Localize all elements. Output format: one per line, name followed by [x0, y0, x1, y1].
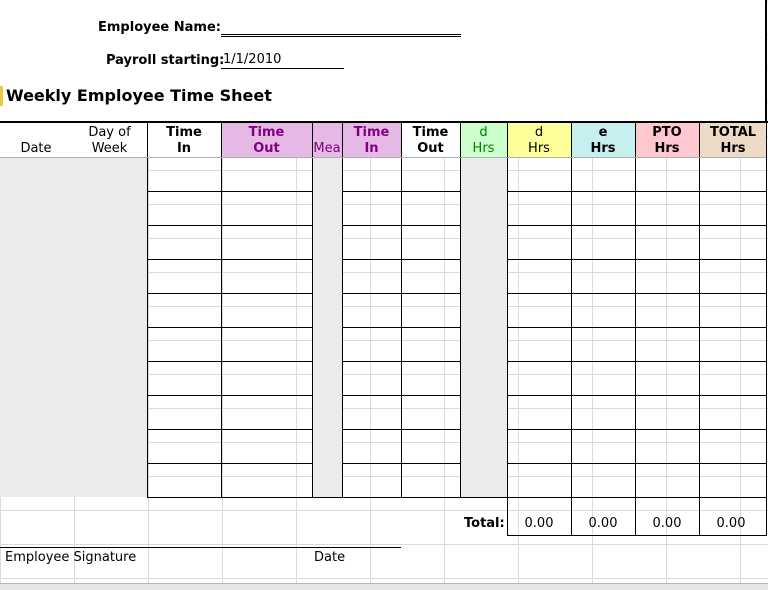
column-line [571, 123, 572, 497]
time-entry-cell[interactable] [342, 463, 401, 497]
time-entry-cell[interactable] [147, 191, 221, 225]
column-header-line2: Hrs [472, 141, 495, 156]
totals-bottom-line [507, 535, 767, 536]
column-header-10 [571, 123, 635, 157]
time-entry-cell[interactable] [507, 225, 571, 259]
time-entry-cell[interactable] [401, 293, 460, 327]
time-entry-cell[interactable] [401, 259, 460, 293]
row-line [507, 225, 767, 226]
column-header-line1: d [534, 125, 544, 140]
time-entry-cell[interactable] [507, 157, 571, 191]
column-line [312, 123, 313, 497]
time-entry-cell[interactable] [147, 463, 221, 497]
row-line [507, 327, 767, 328]
time-entry-cell[interactable] [342, 191, 401, 225]
time-entry-cell[interactable] [635, 327, 699, 361]
column-header-11 [635, 123, 699, 157]
time-entry-cell[interactable] [635, 157, 699, 191]
column-header-7 [401, 123, 460, 157]
time-entry-cell[interactable] [342, 429, 401, 463]
time-entry-cell[interactable] [699, 157, 767, 191]
time-entry-cell[interactable] [571, 463, 635, 497]
time-entry-cell[interactable] [571, 191, 635, 225]
time-entry-cell[interactable] [635, 259, 699, 293]
time-entry-cell[interactable] [401, 395, 460, 429]
column-header-line1: PTO [652, 125, 682, 140]
time-entry-cell[interactable] [221, 259, 312, 293]
time-entry-cell[interactable] [147, 361, 221, 395]
time-entry-cell[interactable] [507, 429, 571, 463]
time-entry-cell[interactable] [571, 361, 635, 395]
time-entry-cell[interactable] [342, 361, 401, 395]
column-line [460, 123, 461, 497]
time-entry-cell[interactable] [635, 293, 699, 327]
time-entry-cell[interactable] [147, 327, 221, 361]
date-day-shaded-column [0, 157, 147, 497]
employee-name-underline [221, 20, 461, 37]
row-line [507, 293, 767, 294]
time-entry-cell[interactable] [507, 395, 571, 429]
column-header-line2: Hrs [590, 141, 616, 156]
time-entry-cell[interactable] [699, 429, 767, 463]
column-line [401, 123, 402, 497]
total-value-2: 0.00 [588, 516, 618, 531]
column-header-line2: Date [20, 141, 52, 156]
time-entry-cell[interactable] [221, 361, 312, 395]
time-entry-cell[interactable] [401, 157, 460, 191]
column-header-line1: d [479, 125, 488, 140]
column-header-6 [342, 123, 401, 157]
row-line [147, 395, 312, 396]
column-header-5 [312, 123, 342, 157]
time-entry-cell[interactable] [507, 463, 571, 497]
row-line [147, 463, 312, 464]
time-entry-cell[interactable] [699, 361, 767, 395]
row-line [507, 191, 767, 192]
time-entry-cell[interactable] [221, 225, 312, 259]
time-entry-cell[interactable] [342, 157, 401, 191]
time-entry-cell[interactable] [507, 361, 571, 395]
total-value-3: 0.00 [652, 516, 682, 531]
column-header-line2: In [364, 141, 379, 156]
row-line [147, 361, 312, 362]
time-entry-cell[interactable] [342, 395, 401, 429]
employee-signature-label: Employee Signature [5, 550, 137, 565]
time-entry-cell[interactable] [342, 225, 401, 259]
column-header-1 [0, 123, 72, 157]
time-entry-cell[interactable] [147, 395, 221, 429]
time-entry-cell[interactable] [401, 463, 460, 497]
column-line [342, 123, 343, 497]
column-header-line2: Mea [313, 141, 341, 156]
time-entry-cell[interactable] [635, 463, 699, 497]
time-entry-cell[interactable] [699, 395, 767, 429]
time-entry-cell[interactable] [401, 429, 460, 463]
time-entry-cell[interactable] [342, 259, 401, 293]
time-entry-cell[interactable] [221, 293, 312, 327]
column-line [635, 123, 636, 497]
time-entry-cell[interactable] [221, 395, 312, 429]
column-header-3 [147, 123, 221, 157]
column-header-9 [507, 123, 571, 157]
time-entry-cell[interactable] [507, 327, 571, 361]
signature-line [0, 547, 401, 548]
time-entry-cell[interactable] [699, 259, 767, 293]
time-entry-cell[interactable] [147, 429, 221, 463]
right-border [766, 123, 767, 535]
time-entry-cell[interactable] [635, 395, 699, 429]
time-entry-cell[interactable] [635, 225, 699, 259]
time-entry-cell[interactable] [147, 157, 221, 191]
time-entry-cell[interactable] [221, 327, 312, 361]
time-entry-cell[interactable] [571, 395, 635, 429]
column-header-line2: Out [253, 141, 280, 156]
row-line [507, 259, 767, 260]
row-line [507, 429, 767, 430]
column-header-line1: e [598, 125, 608, 140]
column-header-line1 [0, 125, 72, 141]
time-entry-cell[interactable] [401, 225, 460, 259]
time-entry-cell[interactable] [699, 327, 767, 361]
header-section [0, 0, 767, 121]
column-header-12 [699, 123, 767, 157]
time-entry-cell[interactable] [699, 293, 767, 327]
time-entry-cell[interactable] [571, 259, 635, 293]
time-entry-cell[interactable] [401, 327, 460, 361]
time-entry-cell[interactable] [635, 191, 699, 225]
signature-date-label: Date [314, 550, 346, 565]
column-header-4 [221, 123, 312, 157]
time-entry-cell[interactable] [699, 191, 767, 225]
time-entry-cell[interactable] [147, 293, 221, 327]
payroll-starting-field[interactable]: 1/1/2010 [221, 52, 344, 69]
page-title: Weekly Employee Time Sheet [6, 86, 272, 105]
time-entry-cell[interactable] [507, 191, 571, 225]
column-header-line2: Hrs [720, 141, 746, 156]
column-line [147, 123, 148, 497]
column-header-line1: Time [412, 125, 449, 140]
time-entry-cell[interactable] [147, 225, 221, 259]
payroll-starting-label: Payroll starting: [106, 53, 225, 68]
employee-name-label: Employee Name: [98, 20, 221, 35]
time-entry-cell[interactable] [571, 225, 635, 259]
time-entry-cell[interactable] [221, 157, 312, 191]
column-header-8 [460, 123, 507, 157]
time-entry-cell[interactable] [635, 429, 699, 463]
time-entry-cell[interactable] [571, 327, 635, 361]
column-line [221, 123, 222, 497]
time-entry-cell[interactable] [699, 225, 767, 259]
row-line [507, 361, 767, 362]
time-entry-cell[interactable] [571, 293, 635, 327]
row-line [147, 259, 312, 260]
meal-shaded-column [312, 157, 342, 497]
time-entry-cell[interactable] [401, 361, 460, 395]
row-line [507, 395, 767, 396]
row-line [147, 191, 312, 192]
column-line [507, 123, 508, 497]
column-header-line2: Week [91, 141, 128, 156]
time-entry-cell[interactable] [221, 463, 312, 497]
row-line [147, 225, 312, 226]
time-entry-cell[interactable] [401, 191, 460, 225]
column-header-line2: Out [417, 141, 444, 156]
row-line [147, 429, 312, 430]
column-header-line1 [312, 125, 342, 141]
time-entry-cell[interactable] [221, 191, 312, 225]
column-header-line2: In [176, 141, 192, 156]
time-entry-cell[interactable] [571, 157, 635, 191]
column-header-line1: Time [353, 125, 390, 140]
total-label: Total: [464, 516, 505, 531]
column-header-line1: Time [248, 125, 285, 140]
time-entry-cell[interactable] [147, 259, 221, 293]
time-entry-cell[interactable] [507, 259, 571, 293]
column-header-line1: Day of [88, 125, 131, 140]
time-entry-cell[interactable] [342, 327, 401, 361]
total-value-1: 0.00 [524, 516, 554, 531]
column-line [699, 123, 700, 497]
time-entry-cell[interactable] [507, 293, 571, 327]
column-header-line2: Hrs [528, 141, 550, 156]
row-line [147, 293, 312, 294]
horizontal-scrollbar[interactable] [0, 583, 768, 590]
row-line [507, 463, 767, 464]
column-header-line1: Time [166, 125, 202, 140]
time-entry-cell[interactable] [221, 429, 312, 463]
column-header-2 [72, 123, 147, 157]
time-entry-cell[interactable] [342, 293, 401, 327]
time-entry-cell[interactable] [571, 429, 635, 463]
row-line [147, 327, 312, 328]
column-header-line1: TOTAL [709, 125, 757, 140]
header-bottom-line [0, 157, 767, 158]
time-entry-cell[interactable] [699, 463, 767, 497]
total-value-4: 0.00 [716, 516, 746, 531]
title-marker [0, 86, 3, 106]
body-bottom-line [147, 497, 767, 498]
column-header-line2: Hrs [654, 141, 680, 156]
time-entry-cell[interactable] [635, 361, 699, 395]
hours-shaded-column [460, 157, 507, 497]
